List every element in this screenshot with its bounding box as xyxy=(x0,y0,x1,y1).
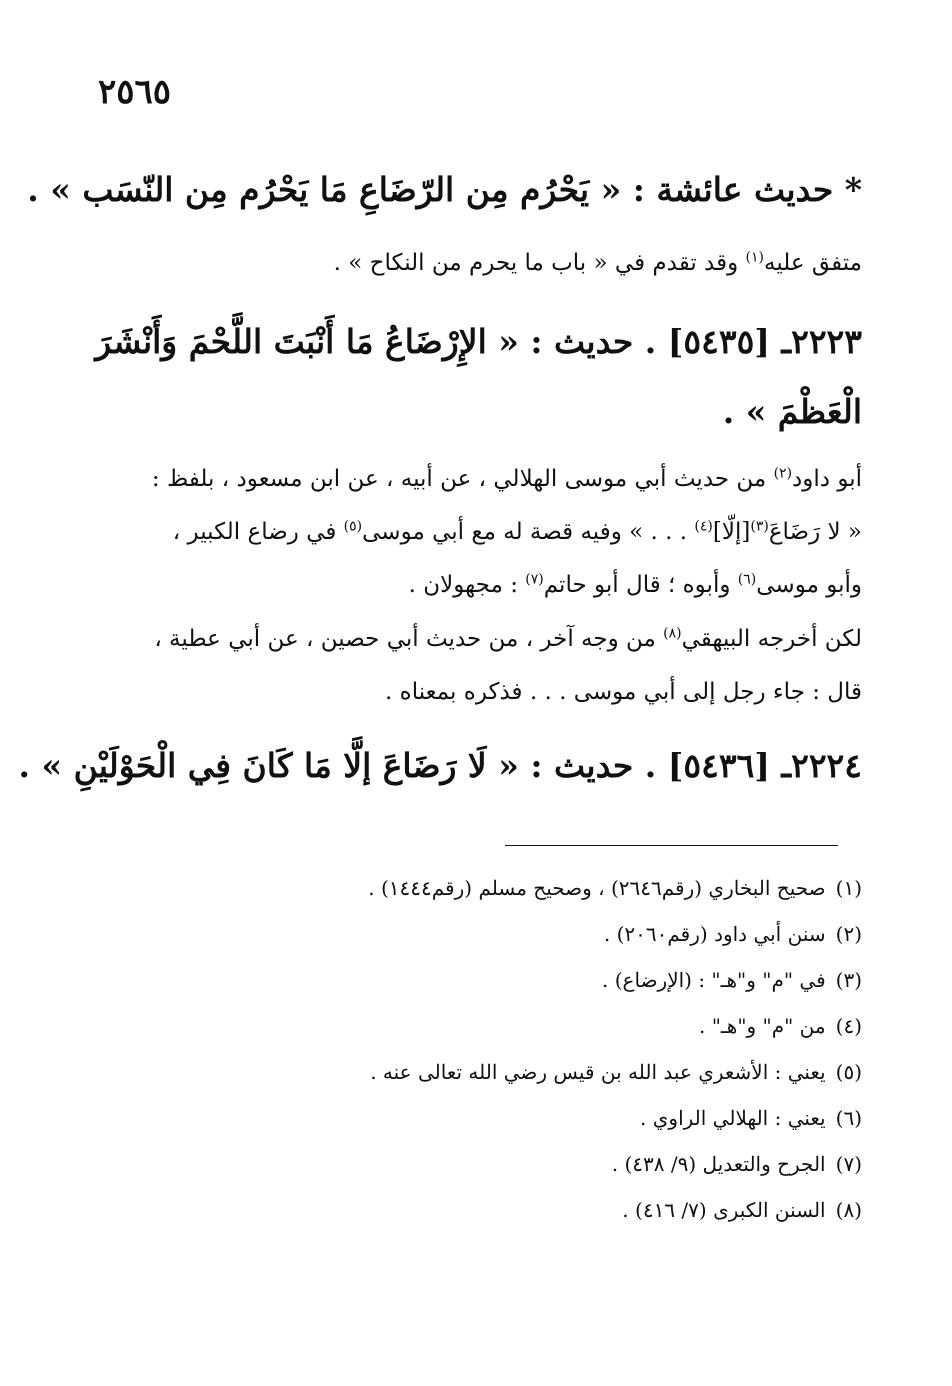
p1-l3-text-b: وأبوه ؛ قال أبو حاتم xyxy=(543,572,738,598)
footnote-number: (١) xyxy=(835,876,862,900)
footnote-number: (٨) xyxy=(835,1198,862,1222)
aisha-note-text-b: وقد تقدم في « باب ما يحرم من النكاح » . xyxy=(333,250,746,276)
footnote-2 xyxy=(604,922,862,946)
hadith-2223-heading-line1: ٢٢٢٣ـ [٥٤٣٥] . حديث : « الإِرْضَاعُ مَا أَنْبَتَ اللَّحْمَ وَأَنْشَرَ xyxy=(95,322,862,361)
paragraph-2-line-2: قال : جاء رجل إلى أبي موسى . . . فذكره بمعناه . xyxy=(385,679,862,705)
footnote-ref-4: (٤) xyxy=(694,518,713,535)
aisha-note-text-a: متفق عليه xyxy=(764,250,862,276)
footnote-ref-8: (٨) xyxy=(663,625,682,642)
footnote-text: من "م" و"هـ" . xyxy=(699,1014,826,1038)
footnote-ref-5: (٥) xyxy=(343,518,363,535)
footnote-8 xyxy=(622,1198,862,1222)
footnote-number: (٣) xyxy=(835,968,862,992)
footnote-4 xyxy=(699,1014,862,1038)
p2-l1-text-a: لكن أخرجه البيهقي xyxy=(681,626,862,652)
p1-l2-text-c: . . . » وفيه قصة له مع أبي موسى xyxy=(362,519,695,545)
p1-l2-text-d: في رضاع الكبير ، xyxy=(172,519,344,545)
footnote-ref-1: (١) xyxy=(745,249,764,266)
paragraph-1-line-2 xyxy=(173,519,862,545)
paragraph-2-line-1 xyxy=(154,626,862,652)
footnote-3 xyxy=(602,968,862,992)
footnote-1 xyxy=(368,876,862,900)
p1-l2-text-a: « لا رَضَاعَ xyxy=(768,519,862,545)
footnote-text: سنن أبي داود (رقم٢٠٦٠) . xyxy=(603,922,826,946)
page-number: ٢٥٦٥ xyxy=(98,72,172,112)
footnote-number: (٥) xyxy=(835,1060,862,1084)
footnote-text: صحيح البخاري (رقم٢٦٤٦) ، وصحيح مسلم (رقم١٤٤٤) . xyxy=(368,876,826,900)
footnote-6 xyxy=(640,1106,862,1130)
p1-l3-text-a: وأبو موسى xyxy=(756,572,862,598)
footnote-ref-2: (٢) xyxy=(773,465,793,482)
footnote-text: الجرح والتعديل (٩/ ٤٣٨) . xyxy=(611,1152,826,1176)
footnote-number: (٦) xyxy=(835,1106,862,1130)
footnote-text: في "م" و"هـ" : (الإرضاع) . xyxy=(602,968,826,992)
footnote-text: يعني : الأشعري عبد الله بن قيس رضي الله تعالى عنه . xyxy=(370,1060,826,1084)
paragraph-1-line-3 xyxy=(409,572,862,598)
hadith-2223-heading-line2: الْعَظْمَ » . xyxy=(722,392,862,431)
p1-l1-text-b: من حديث أبي موسى الهلالي ، عن أبيه ، عن ابن مسعود ، بلفظ : xyxy=(151,466,774,492)
footnote-ref-6: (٦) xyxy=(737,571,757,588)
p2-l1-text-b: من وجه آخر ، من حديث أبي حصين ، عن أبي عطية ، xyxy=(154,626,664,652)
aisha-note xyxy=(334,250,862,276)
p1-l3-text-c: : مجهولان . xyxy=(408,572,526,598)
footnote-text: السنن الكبرى (٧/ ٤١٦) . xyxy=(622,1198,826,1222)
footnote-ref-7: (٧) xyxy=(525,571,544,588)
p1-l2-text-b: [إلّا] xyxy=(712,519,751,545)
footnote-5 xyxy=(370,1060,862,1084)
footnote-text: يعني : الهلالي الراوي . xyxy=(640,1106,826,1130)
hadith-aisha-heading: * حديث عائشة : « يَحْرُم مِن الرّضَاعِ مَا يَحْرُم مِن النّسَب » . xyxy=(27,170,862,209)
footnote-number: (٤) xyxy=(835,1014,862,1038)
hadith-2224-heading: ٢٢٢٤ـ [٥٤٣٦] . حديث : « لَا رَضَاعَ إلَّا مَا كَانَ فِي الْحَوْلَيْنِ » . xyxy=(18,746,862,785)
paragraph-1-line-1 xyxy=(152,466,862,492)
footnote-7 xyxy=(612,1152,862,1176)
footnote-ref-3: (٣) xyxy=(750,518,769,535)
footnote-number: (٢) xyxy=(835,922,862,946)
footnote-number: (٧) xyxy=(835,1152,862,1176)
p1-l1-text-a: أبو داود xyxy=(792,466,862,492)
footnote-divider xyxy=(505,845,838,846)
